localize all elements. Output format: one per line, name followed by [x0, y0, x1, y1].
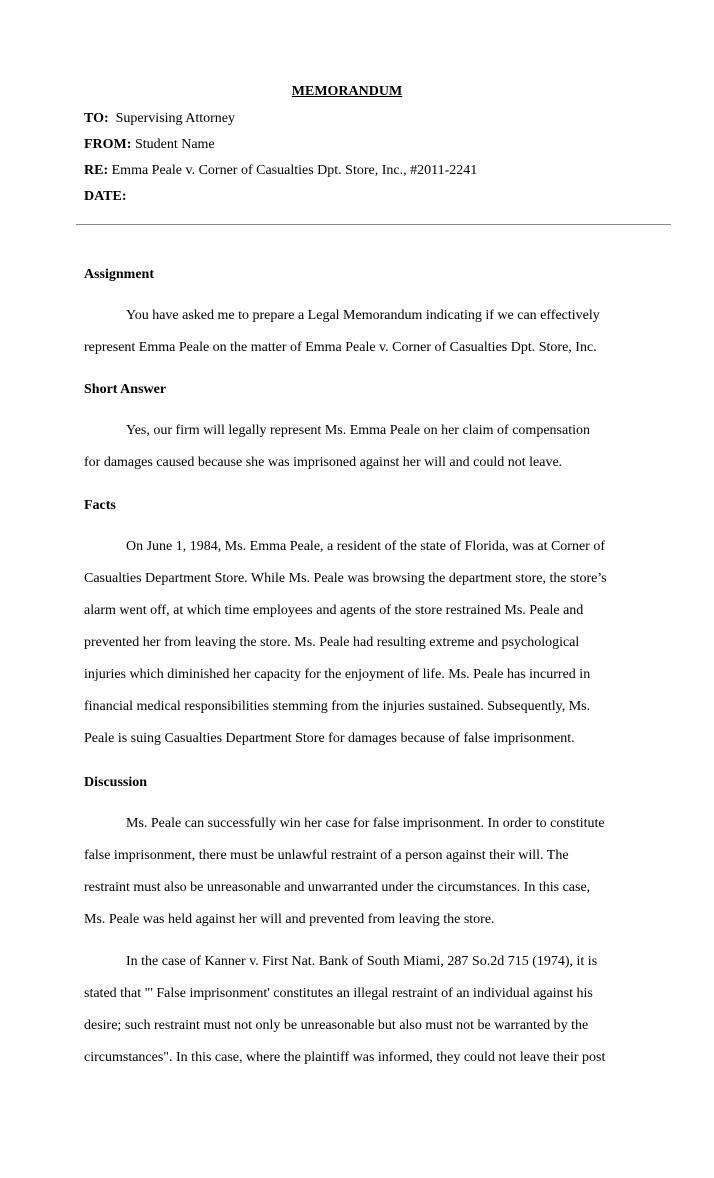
- paragraph-line: Yes, our firm will legally represent Ms. Emma Peale on her claim of compensation: [126, 423, 590, 438]
- paragraph-line: for damages caused because she was imprisoned against her will and could not leave.: [84, 455, 563, 470]
- paragraph-line: injuries which diminished her capacity for the enjoyment of life. Ms. Peale has incurred in: [84, 667, 591, 682]
- paragraph-line: desire; such restraint must not only be unreasonable but also must not be warranted by the: [84, 1018, 589, 1033]
- paragraph-line: In the case of Kanner v. First Nat. Bank of South Miami, 287 So.2d 715 (1974), it is: [126, 954, 598, 969]
- facts-heading: Facts: [84, 498, 116, 513]
- paragraph-line: restraint must also be unreasonable and unwarranted under the circumstances. In this case,: [84, 880, 591, 895]
- paragraph-line: financial medical responsibilities stemming from the injuries sustained. Subsequently, Ms.: [84, 699, 591, 714]
- paragraph-line: prevented her from leaving the store. Ms. Peale had resulting extreme and psychological: [84, 635, 580, 650]
- re-line: [84, 163, 477, 179]
- re-label: RE:: [84, 163, 109, 178]
- paragraph-line: Peale is suing Casualties Department Store for damages because of false imprisonment.: [84, 731, 575, 746]
- from-line: [84, 137, 215, 153]
- paragraph-line: stated that "' False imprisonment' constitutes an illegal restraint of an individual against his: [84, 986, 593, 1001]
- short-answer-heading: Short Answer: [84, 382, 167, 397]
- paragraph-line: false imprisonment, there must be unlawful restraint of a person against their will. The: [84, 848, 569, 863]
- to-value: Supervising Attorney: [115, 111, 236, 126]
- paragraph-line: Ms. Peale can successfully win her case for false imprisonment. In order to constitute: [126, 816, 605, 831]
- to-label: TO:: [84, 111, 109, 126]
- paragraph-line: Ms. Peale was held against her will and prevented from leaving the store.: [84, 912, 495, 927]
- paragraph-line: circumstances". In this case, where the plaintiff was informed, they could not leave their post: [84, 1050, 606, 1065]
- paragraph-line: represent Emma Peale on the matter of Emma Peale v. Corner of Casualties Dpt. Store, Inc.: [84, 340, 597, 355]
- discussion-heading: Discussion: [84, 775, 148, 790]
- short-answer-paragraph: [84, 423, 624, 487]
- from-value: Student Name: [134, 137, 215, 152]
- paragraph-line: On June 1, 1984, Ms. Emma Peale, a resident of the state of Florida, was at Corner of: [126, 539, 606, 554]
- assignment-paragraph: [84, 308, 624, 372]
- re-value: Emma Peale v. Corner of Casualties Dpt. Store, Inc., #2011-2241: [111, 163, 478, 178]
- date-line: [84, 189, 127, 205]
- facts-paragraph: [84, 539, 624, 763]
- memo-title: MEMORANDUM: [291, 84, 403, 99]
- header-divider: [76, 224, 671, 225]
- paragraph-line: alarm went off, at which time employees and agents of the store restrained Ms. Peale and: [84, 603, 584, 618]
- discussion-paragraph-1: [84, 816, 624, 944]
- from-label: FROM:: [84, 137, 132, 152]
- date-label: DATE:: [84, 189, 127, 204]
- to-line: [84, 111, 235, 127]
- discussion-paragraph-2: [84, 954, 624, 1082]
- paragraph-line: Casualties Department Store. While Ms. Peale was browsing the department store, the store’s: [84, 571, 607, 586]
- assignment-heading: Assignment: [84, 267, 155, 282]
- paragraph-line: You have asked me to prepare a Legal Memorandum indicating if we can effectively: [126, 308, 600, 323]
